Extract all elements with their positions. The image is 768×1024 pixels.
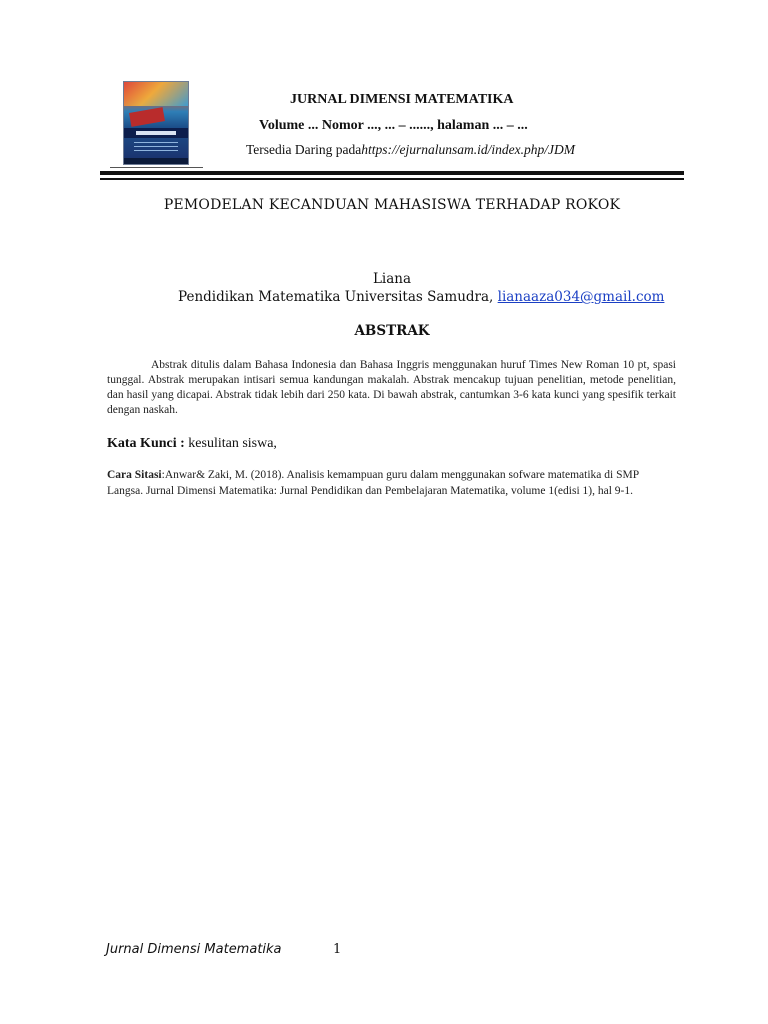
paper-title: PEMODELAN KECANDUAN MAHASISWA TERHADAP ROKOK <box>163 197 621 213</box>
cover-underline <box>110 167 203 168</box>
author-affiliation <box>178 289 664 305</box>
header-rule-thick <box>100 171 684 175</box>
footer-journal-name: Jurnal Dimensi Matematika <box>106 942 282 957</box>
availability-prefix: Tersedia Daring pada <box>246 142 362 157</box>
abstract-body: Abstrak ditulis dalam Bahasa Indonesia dan Bahasa Inggris menggunakan huruf Times New Roman 10 pt, spasi tunggal. Abstrak merupakan intisari semua kandungan makalah. Abstrak mencakup tujuan penelitian, metode penelitian, dan hasil yang dicapai. Abstrak tidak lebih dari 250 kata. Di bawah abstrak, cantumkan 3-6 kata kunci yang spesifik terkait dengan naskah. <box>107 359 676 416</box>
volume-line: Volume ... Nomor ..., ... – ......, halaman ... – ... <box>259 118 528 133</box>
journal-cover-image <box>124 82 188 164</box>
citation-block <box>107 467 672 499</box>
keywords-label: Kata Kunci : <box>107 436 185 451</box>
author-email-link[interactable]: lianaaza034@gmail.com <box>497 289 665 305</box>
affiliation-text: Pendidikan Matematika Universitas Samudra, <box>178 289 494 305</box>
citation-text: :Anwar& Zaki, M. (2018). Analisis kemampuan guru dalam menggunakan sofware matematika di SMP Langsa. Jurnal Dimensi Matematika: Jurnal Pendidikan dan Pembelajaran Matematika, volume 1(edisi 1), hal 9-1. <box>107 469 639 497</box>
keywords-line <box>107 436 277 452</box>
abstract-heading: ABSTRAK <box>354 323 430 339</box>
citation-label: Cara Sitasi <box>107 469 162 481</box>
availability-line <box>246 142 575 158</box>
author-name: Liana <box>372 271 412 287</box>
footer-page-number: 1 <box>333 942 342 957</box>
journal-url[interactable]: https://ejurnalunsam.id/index.php/JDM <box>361 142 575 157</box>
keywords-value: kesulitan siswa, <box>184 436 277 451</box>
journal-title: JURNAL DIMENSI MATEMATIKA <box>290 92 514 107</box>
header-rule-thin <box>100 178 684 180</box>
